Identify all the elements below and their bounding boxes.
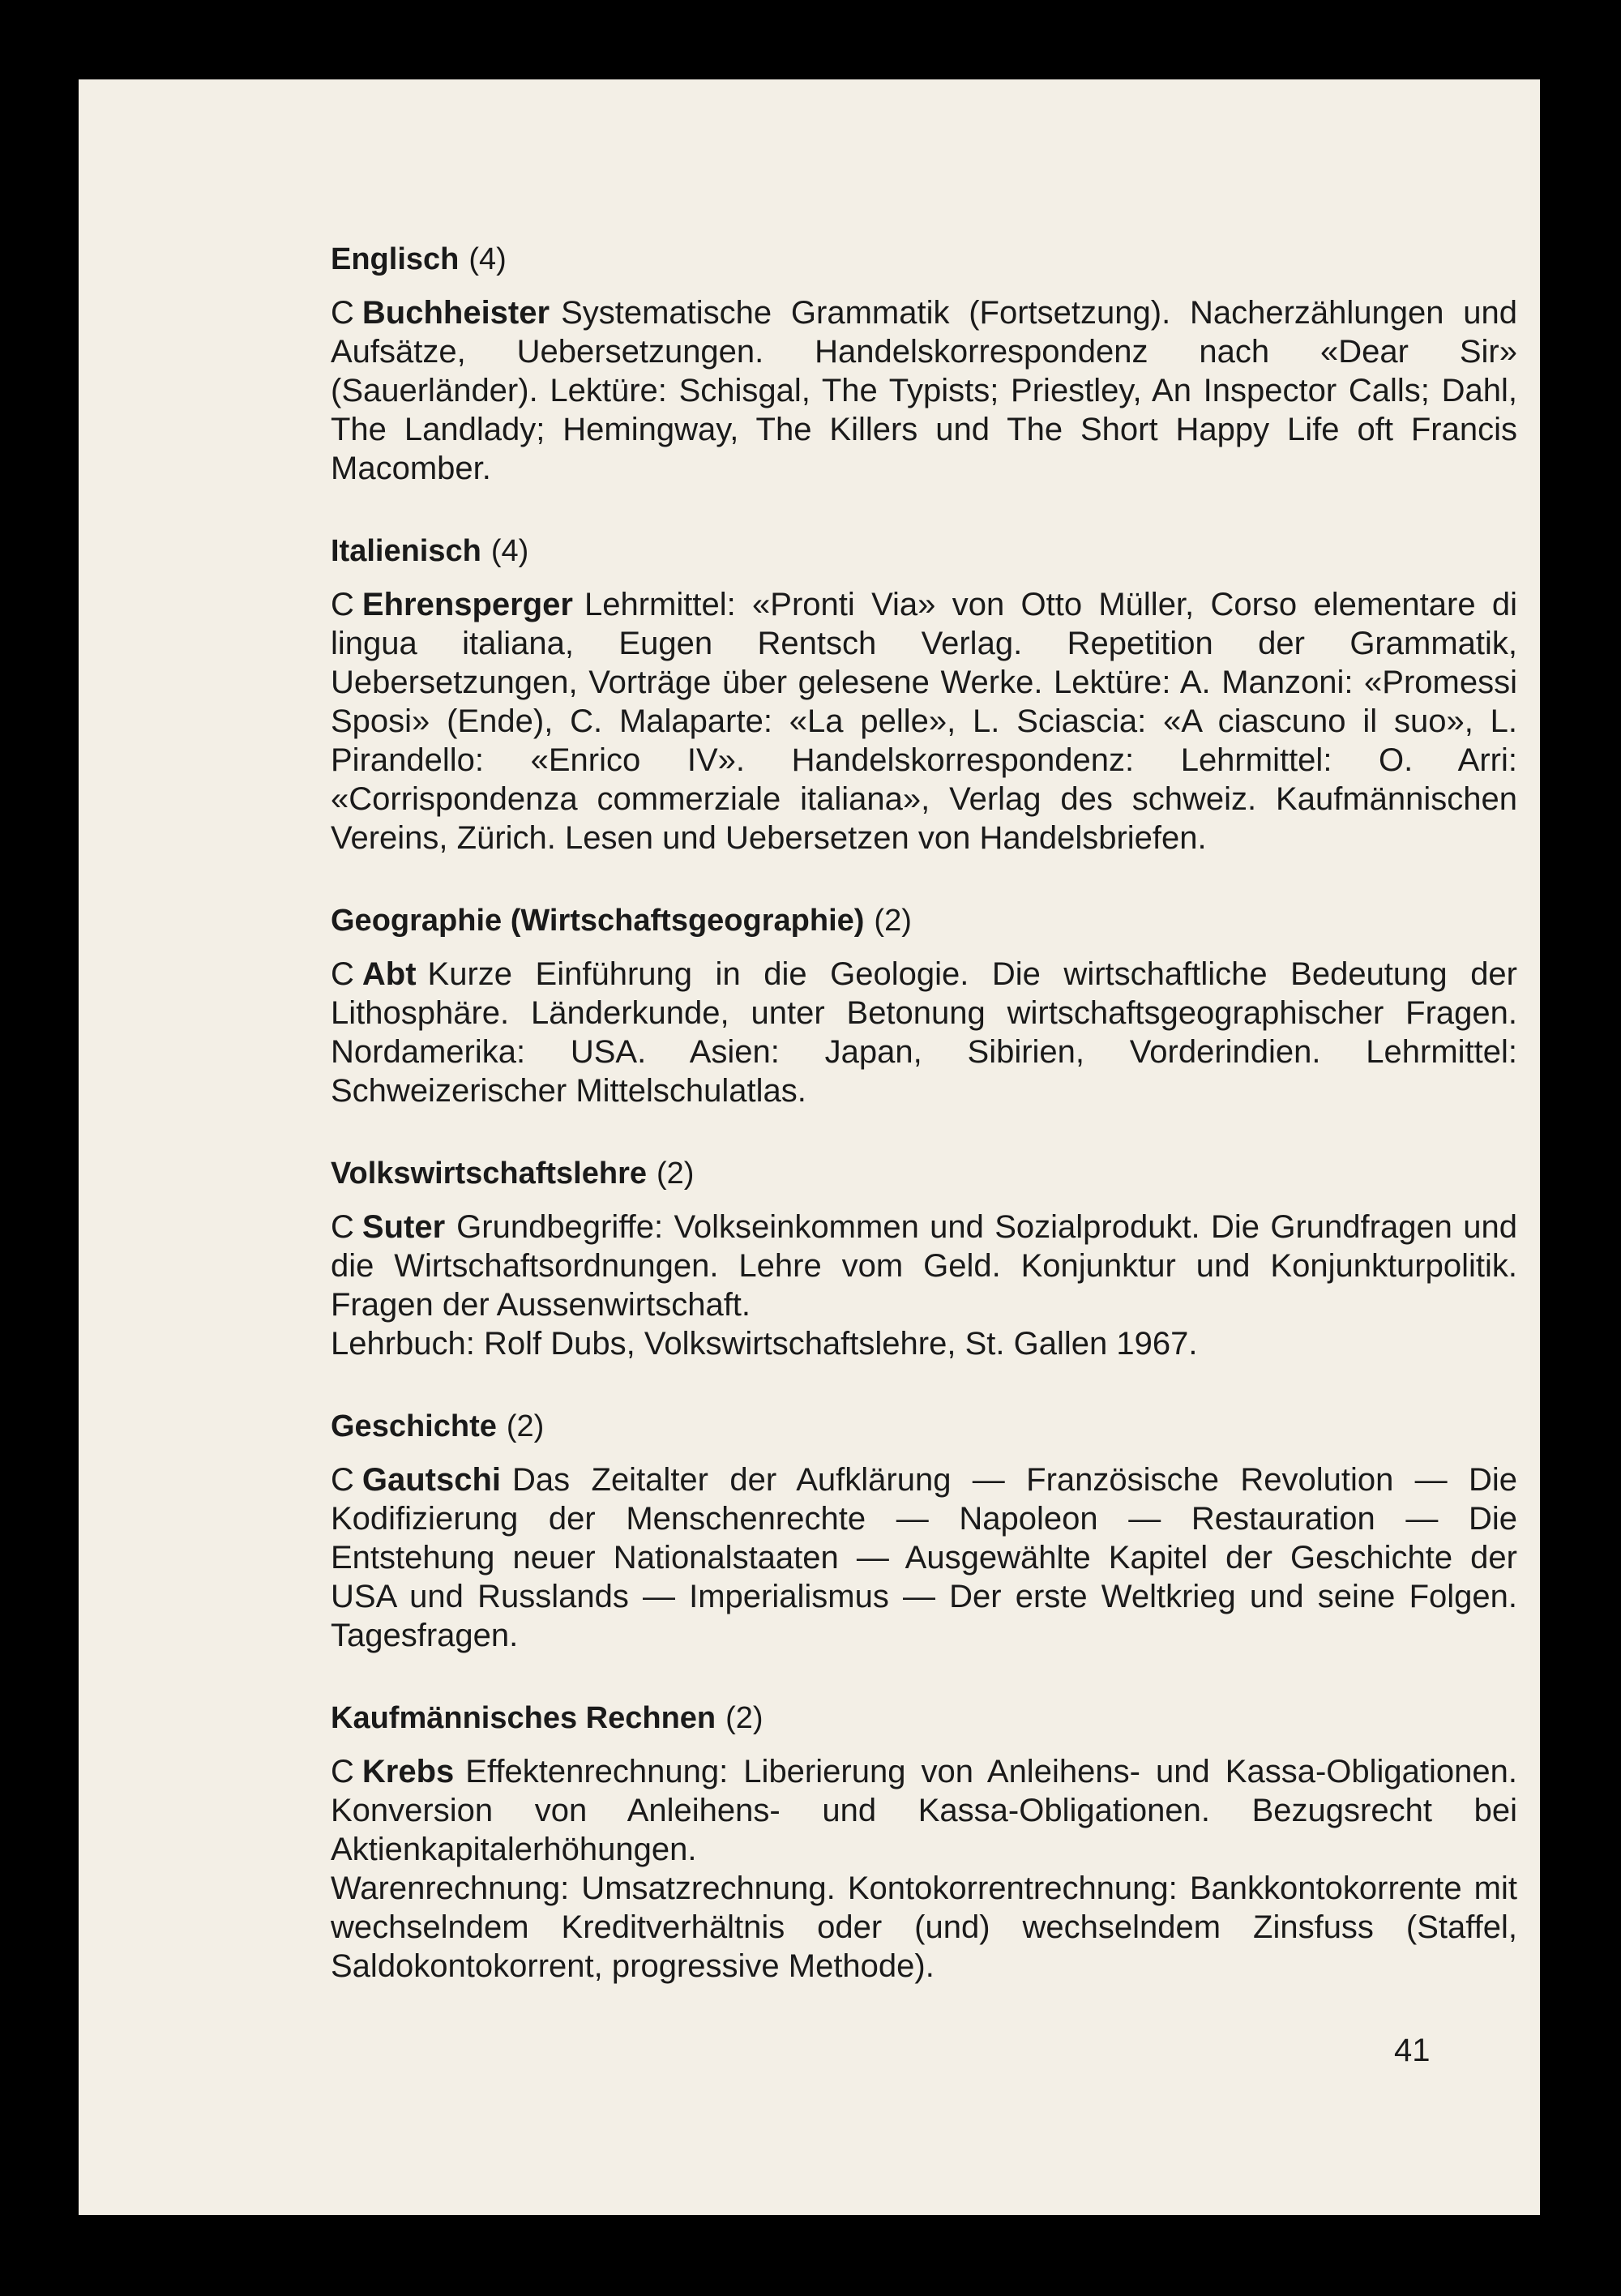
section-heading [331, 240, 1517, 279]
subject-title: Geographie (Wirtschaftsgeographie) [331, 904, 865, 938]
section-body [331, 1460, 1517, 1655]
section-body [331, 1208, 1517, 1324]
section-body [331, 293, 1517, 488]
hours-per-week: (4) [490, 534, 529, 568]
class-prefix: C [331, 295, 354, 331]
class-prefix: C [331, 587, 354, 622]
section-body [331, 955, 1517, 1110]
hours-per-week: (2) [725, 1701, 763, 1735]
class-prefix: C [331, 1462, 354, 1498]
course-description: Lehrmittel: «Pronti Via» von Otto Müller, Corso elementare di lingua italiana, Eugen Rentsch Verlag. Repetition der Grammatik, Uebersetzungen, Vorträge über gelesene Werke. Lektüre: A. Manzoni: «Promessi Sposi» (Ende), C. Malaparte: «La pelle», L. Sciascia: «A ciascuno il suo», L. Pirandello: «Enrico IV». Handelskorrespondenz: Lehrmittel: O. Arri: «Corrispondenza commerziale italiana», Verlag des schweiz. Kaufmännischen Vereins, Zürich. Lesen und Uebersetzen von Handelsbriefen. [331, 587, 1517, 856]
section-heading [331, 901, 1517, 940]
document-page [79, 79, 1540, 2215]
section-body [331, 1752, 1517, 1869]
class-prefix: C [331, 956, 354, 992]
section-englisch [331, 240, 1517, 488]
section-heading [331, 1699, 1517, 1738]
course-description: Kurze Einführung in die Geologie. Die wirtschaftliche Bedeutung der Lithosphäre. Länderkunde, unter Betonung wirtschaftsgeographischer Fragen. Nordamerika: USA. Asien: Japan, Sibirien, Vorderindien. Lehrmittel: Schweizerischer Mittelschulatlas. [331, 956, 1517, 1109]
hours-per-week: (2) [506, 1409, 545, 1443]
course-description: Systematische Grammatik (Fortsetzung). Nacherzählungen und Aufsätze, Uebersetzungen. Handelskorrespondenz nach «Dear Sir» (Sauerländer). Lektüre: Schisgal, The Typists; Priestley, An Inspector Calls; Dahl, The Landlady; Hemingway, The Killers und The Short Happy Life oft Francis Macomber. [331, 295, 1517, 486]
section-heading [331, 1407, 1517, 1446]
class-prefix: C [331, 1754, 354, 1789]
teacher-name: Ehrensperger [361, 587, 573, 622]
page-number: 41 [1394, 2033, 1431, 2068]
subject-title: Kaufmännisches Rechnen [331, 1701, 716, 1735]
section-heading [331, 532, 1517, 571]
subject-title: Englisch [331, 242, 460, 276]
teacher-name: Buchheister [361, 295, 550, 331]
page-content [331, 240, 1517, 2029]
section-italienisch [331, 532, 1517, 857]
course-description-continued: Warenrechnung: Umsatzrechnung. Kontokorrentrechnung: Bankkontokorrente mit wechselndem Kreditverhältnis oder (und) wechselndem Zinsfuss (Staffel, Saldokontokorrent, progressive Methode). [331, 1871, 1517, 1984]
section-volkswirtschaftslehre [331, 1154, 1517, 1363]
section-kaufmaennisches-rechnen [331, 1699, 1517, 1986]
subject-title: Volkswirtschaftslehre [331, 1157, 648, 1191]
section-geschichte [331, 1407, 1517, 1655]
teacher-name: Abt [361, 956, 417, 992]
course-description: Grundbegriffe: Volkseinkommen und Sozialprodukt. Die Grundfragen und die Wirtschaftsordnungen. Lehre vom Geld. Konjunktur und Konjunkturpolitik. Fragen der Aussenwirtschaft. [331, 1209, 1517, 1323]
section-geographie [331, 901, 1517, 1110]
teacher-name: Krebs [361, 1754, 455, 1789]
course-description: Effektenrechnung: Liberierung von Anleihens- und Kassa-Obligationen. Konversion von Anleihens- und Kassa-Obligationen. Bezugsrecht bei Aktienkapitalerhöhungen. [331, 1754, 1517, 1867]
course-description: Das Zeitalter der Aufklärung — Französische Revolution — Die Kodifizierung der Menschenrechte — Napoleon — Restauration — Die Entstehung neuer Nationalstaaten — Ausgewählte Kapitel der Geschichte der USA und Russlands — Imperialismus — Der erste Weltkrieg und seine Folgen. Tagesfragen. [331, 1462, 1517, 1653]
section-body [331, 585, 1517, 857]
class-prefix: C [331, 1209, 354, 1245]
hours-per-week: (2) [874, 904, 912, 938]
subject-title: Geschichte [331, 1409, 497, 1443]
section-heading [331, 1154, 1517, 1193]
textbook-note: Lehrbuch: Rolf Dubs, Volkswirtschaftslehre, St. Gallen 1967. [331, 1326, 1198, 1362]
subject-title: Italienisch [331, 534, 481, 568]
teacher-name: Gautschi [361, 1462, 502, 1498]
hours-per-week: (4) [468, 242, 507, 276]
hours-per-week: (2) [657, 1157, 695, 1191]
teacher-name: Suter [361, 1209, 446, 1245]
